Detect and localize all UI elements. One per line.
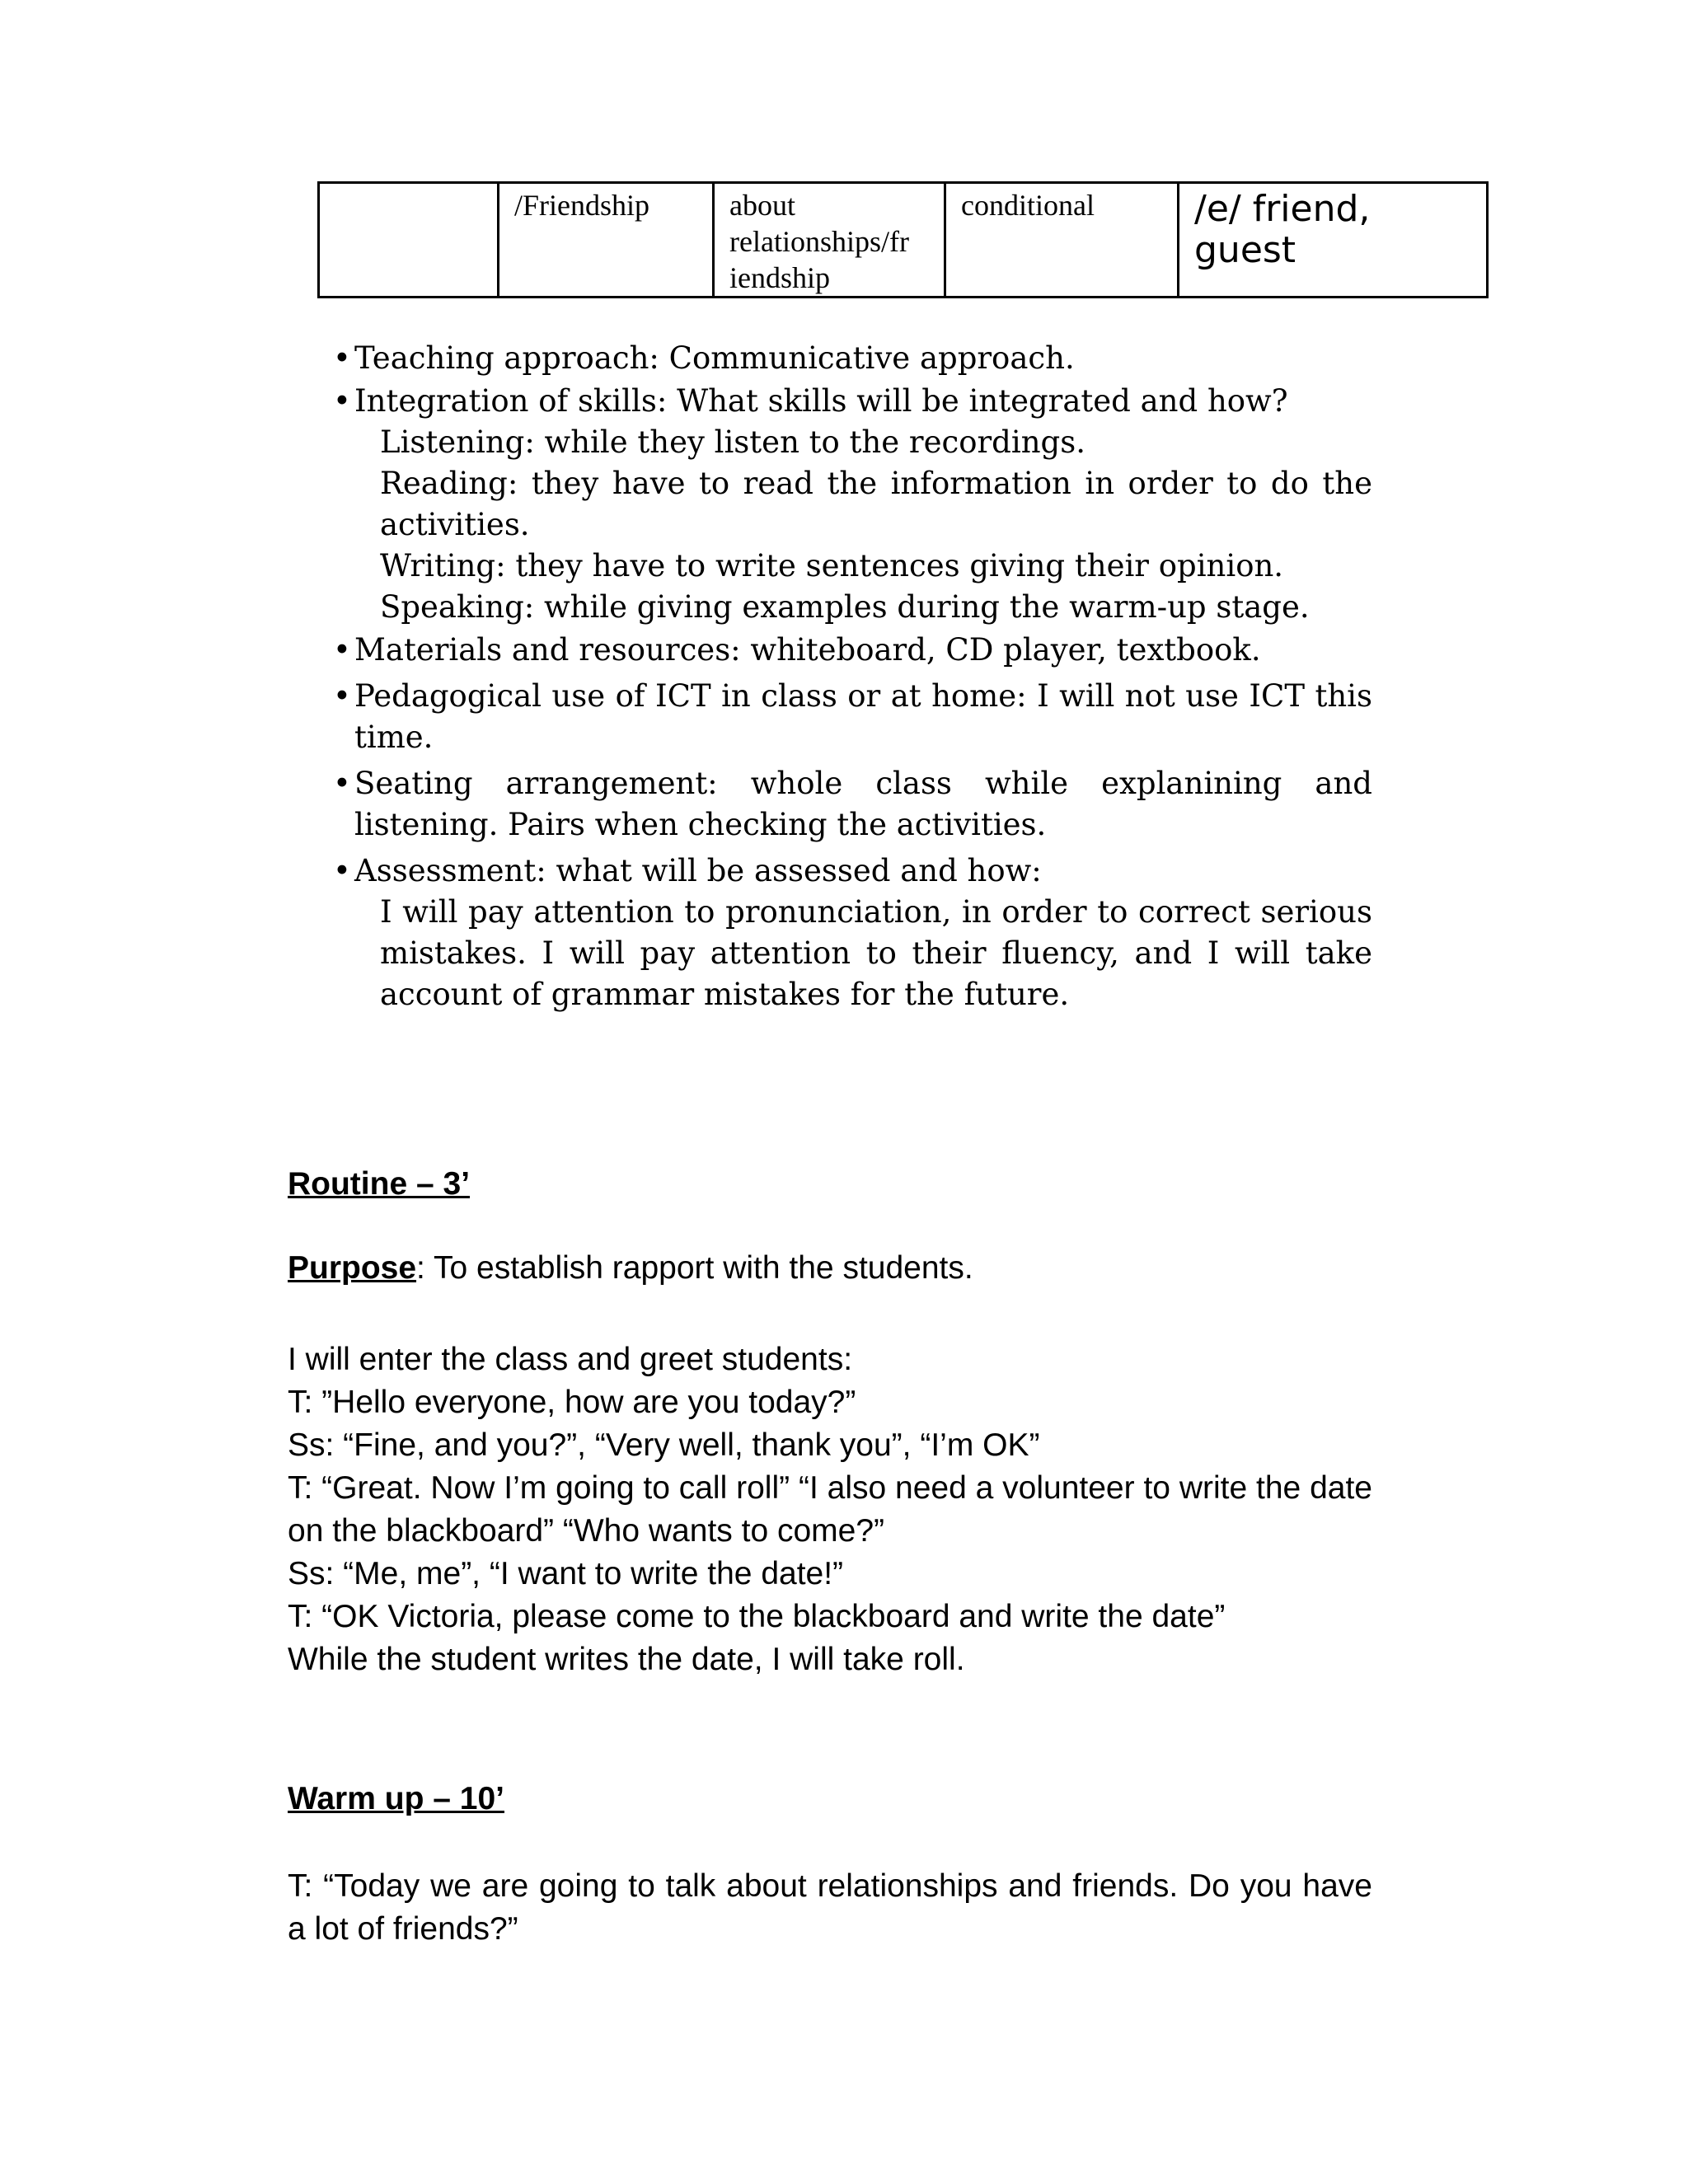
table-row <box>319 183 1488 298</box>
bullet-icon: • <box>333 340 351 376</box>
bullet-icon: • <box>333 766 351 801</box>
list-item <box>330 851 1372 892</box>
writing-text: Writing: they have to write sentences giving their opinion. <box>380 548 1284 583</box>
list-item <box>330 763 1372 846</box>
table-cell: conditional <box>945 183 1179 298</box>
table-cell: about relationships/fr iendship <box>714 183 945 298</box>
purpose-text: : To establish rapport with the students. <box>416 1250 973 1286</box>
list-item <box>330 338 1372 379</box>
lesson-details <box>330 338 1372 1015</box>
lesson-plan-table <box>317 181 1489 298</box>
purpose-line <box>288 1249 973 1287</box>
table-cell: /Friendship <box>499 183 714 298</box>
assessment-detail: I will pay attention to pronunciation, in order to correct serious mistakes. I will pay attention to their fluency, and I will take account of grammar mistakes for the future. <box>380 894 1372 1012</box>
integration-of-skills: Integration of skills: What skills will be integrated and how? <box>354 383 1288 419</box>
reading-text: Reading: they have to read the information in order to do the activities. <box>380 466 1372 542</box>
assessment-text: Assessment: what will be assessed and how: <box>354 853 1042 888</box>
routine-heading: Routine – 3’ <box>288 1166 471 1202</box>
teaching-approach: Teaching approach: Communicative approach. <box>354 340 1075 376</box>
list-item <box>330 676 1372 758</box>
dialog-line: Ss: “Me, me”, “I want to write the date!” <box>288 1556 844 1591</box>
dialog-line: T: ”Hello everyone, how are you today?” <box>288 1385 856 1420</box>
dialog-line: I will enter the class and greet students: <box>288 1342 853 1377</box>
bullet-icon: • <box>333 632 351 668</box>
bullet-icon: • <box>333 383 351 419</box>
dialog-line: T: “Great. Now I’m going to call roll” “I also need a volunteer to write the date on the blackboard” “Who wants to come?” <box>288 1470 1372 1549</box>
dialog-line: T: “Today we are going to talk about relationships and friends. Do you have a lot of friends?” <box>288 1868 1372 1947</box>
bullet-icon: • <box>333 678 351 714</box>
list-item <box>330 381 1372 422</box>
table-cell: /e/ friend, guest <box>1179 183 1488 298</box>
dialog-line: T: “OK Victoria, please come to the blackboard and write the date” <box>288 1599 1226 1634</box>
bullet-icon: • <box>333 853 351 888</box>
warmup-heading: Warm up – 10’ <box>288 1781 504 1816</box>
warmup-dialog <box>288 1865 1372 1951</box>
dialog-line: While the student writes the date, I will take roll. <box>288 1642 965 1677</box>
list-item <box>330 630 1372 671</box>
listening-text: Listening: while they listen to the recordings. <box>380 424 1085 460</box>
dialog-line: Ss: “Fine, and you?”, “Very well, thank you”, “I’m OK” <box>288 1427 1040 1463</box>
routine-dialog <box>288 1338 1372 1681</box>
table-cell <box>319 183 499 298</box>
purpose-label: Purpose <box>288 1250 417 1286</box>
ict-text: Pedagogical use of ICT in class or at home: I will not use ICT this time. <box>354 678 1372 755</box>
materials-text: Materials and resources: whiteboard, CD player, textbook. <box>354 632 1261 668</box>
seating-text: Seating arrangement: whole class while explanining and listening. Pairs when checking the activities. <box>354 766 1372 842</box>
speaking-text: Speaking: while giving examples during the warm-up stage. <box>380 589 1310 625</box>
